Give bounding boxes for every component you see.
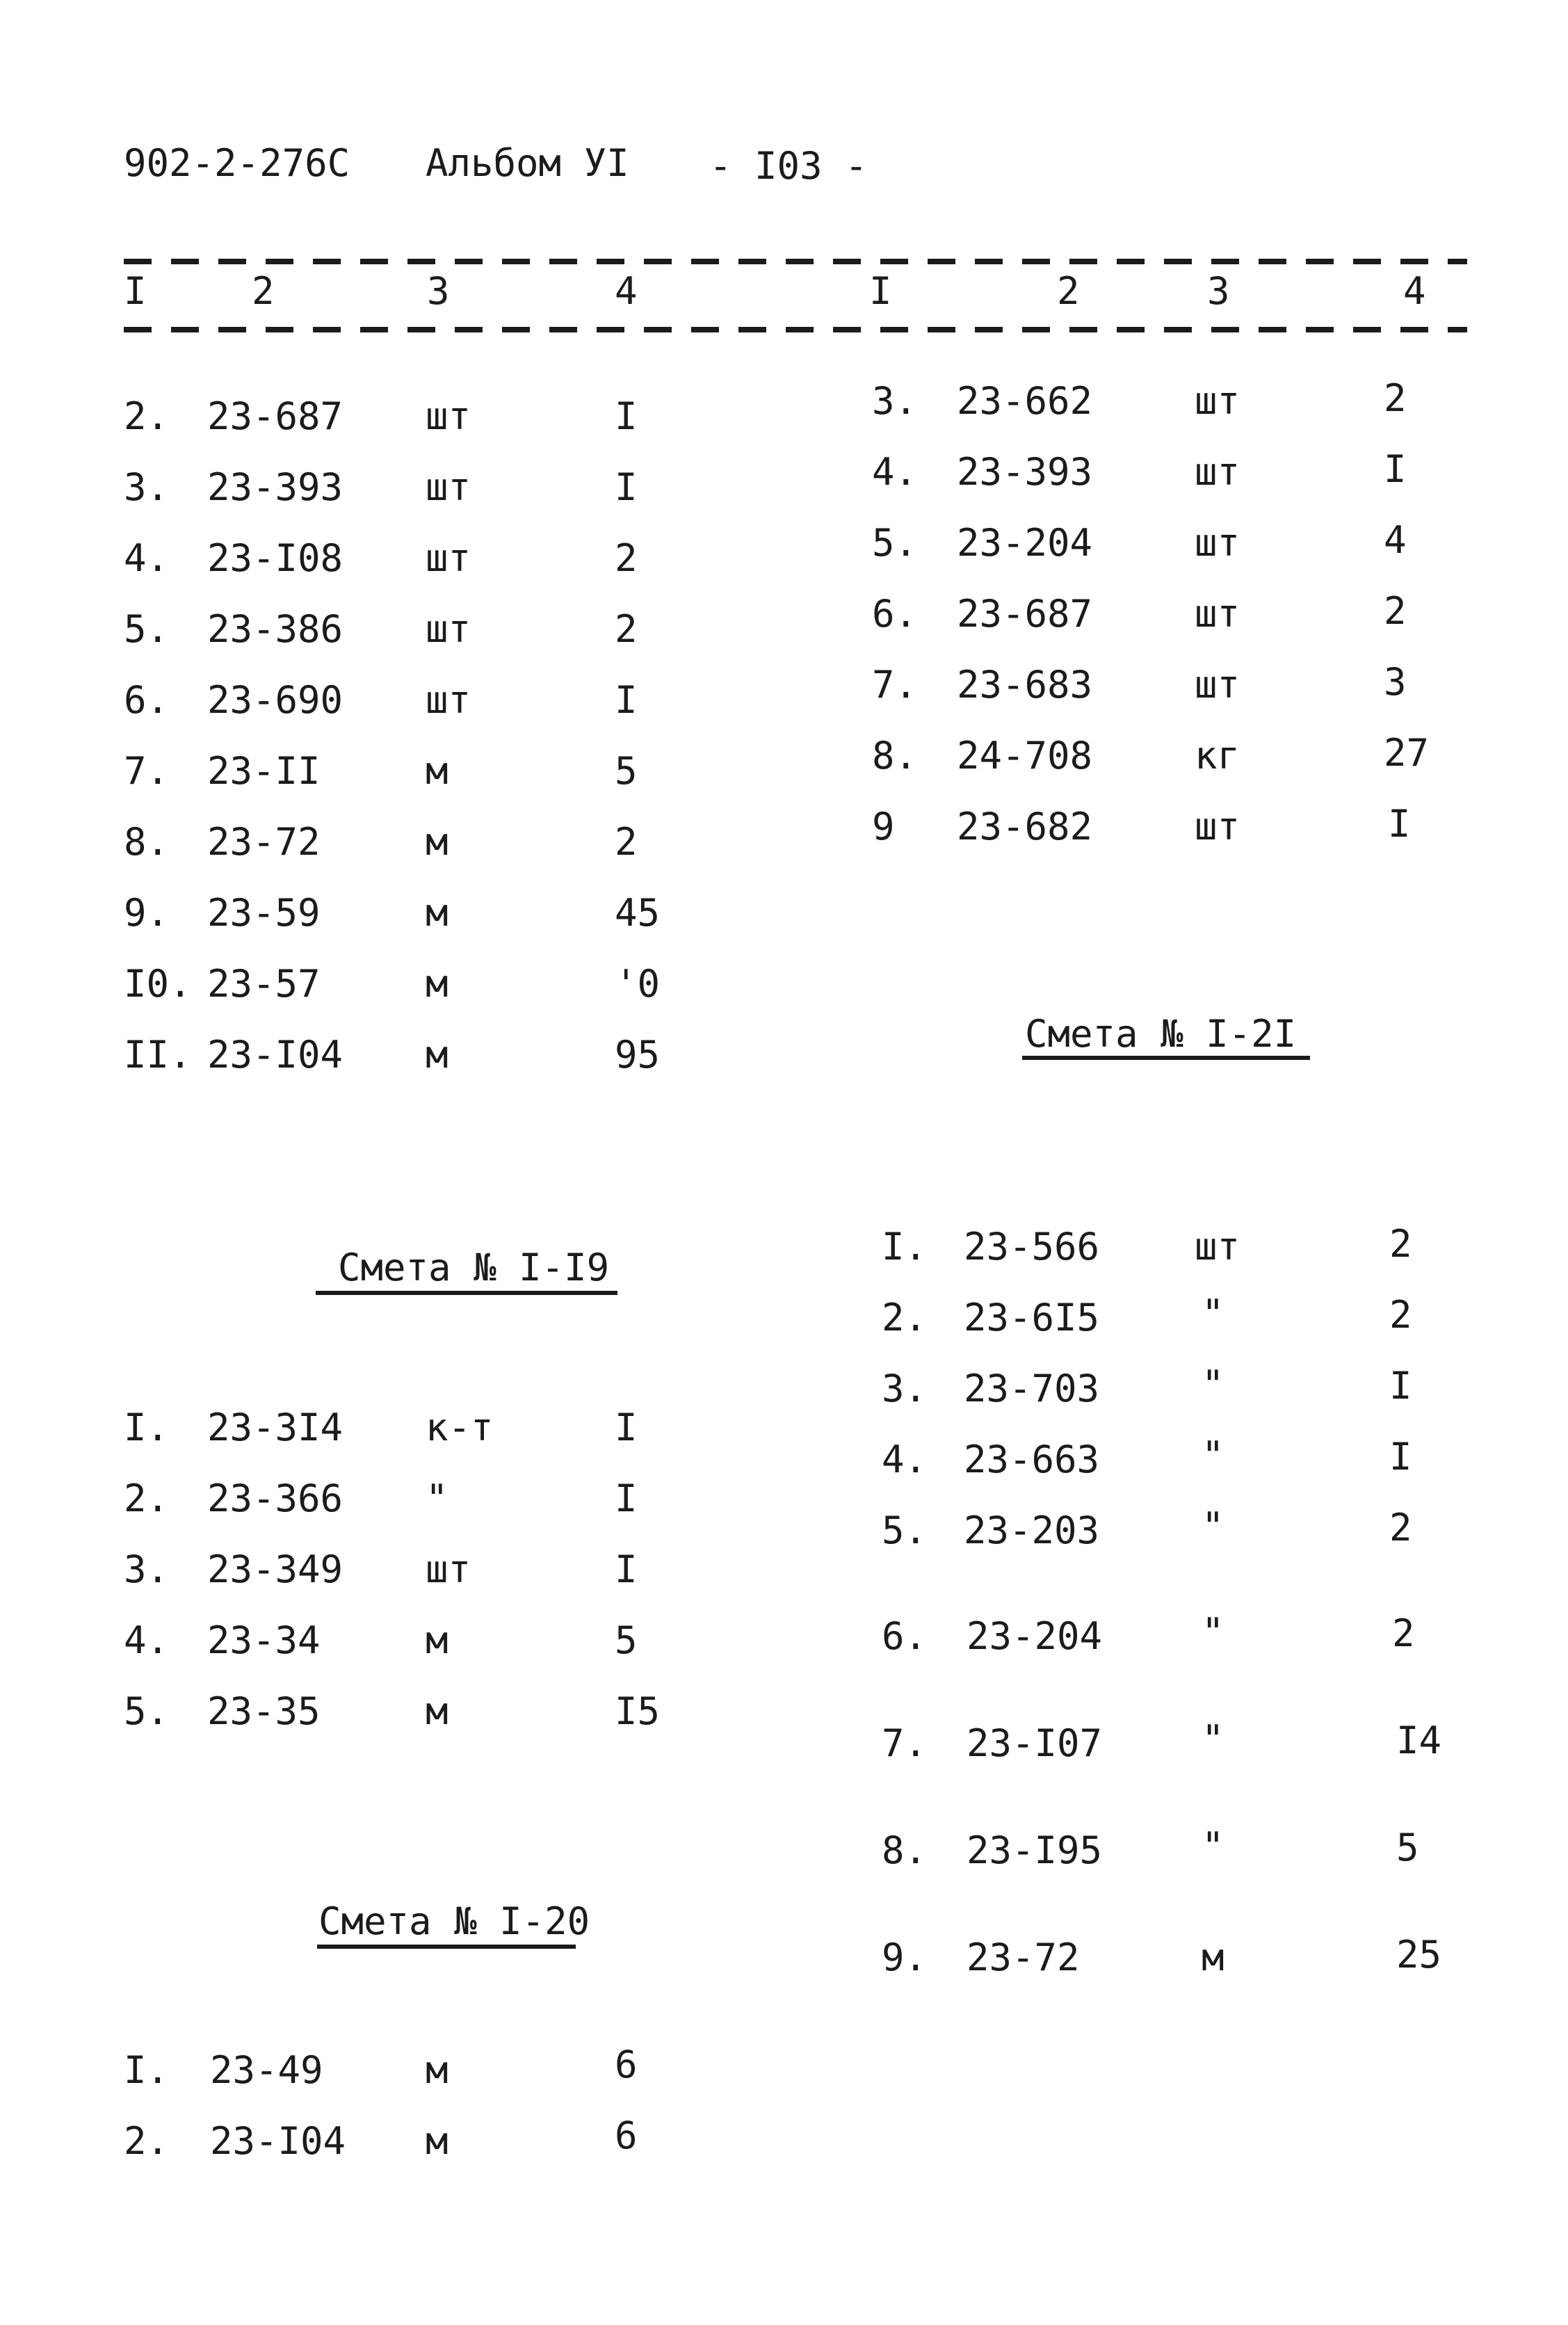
row-unit: " xyxy=(1202,1610,1225,1654)
document-code: 902-2-276С xyxy=(124,141,350,185)
column-header: 2 xyxy=(1057,269,1080,313)
row-quantity: 2 xyxy=(1389,1506,1412,1550)
row-code: 23-I04 xyxy=(207,1033,343,1077)
row-code: 23-566 xyxy=(964,1225,1100,1269)
row-code: 23-690 xyxy=(207,678,343,722)
row-quantity: I xyxy=(615,1406,638,1449)
section-title-smeta-1-21: Смета № I-2I xyxy=(1025,1012,1297,1056)
row-quantity: 5 xyxy=(1396,1826,1419,1869)
row-code: 23-II xyxy=(207,749,321,793)
row-unit: " xyxy=(1202,1362,1225,1406)
row-quantity: I4 xyxy=(1396,1719,1442,1762)
column-header: 4 xyxy=(1403,269,1426,313)
row-unit: " xyxy=(1202,1433,1225,1477)
row-quantity: 2 xyxy=(1384,589,1407,633)
row-quantity: I xyxy=(1388,802,1411,846)
row-number: 4. xyxy=(882,1438,928,1481)
row-quantity: 3 xyxy=(1384,660,1407,704)
row-unit: шт xyxy=(1195,805,1240,848)
row-number: 9. xyxy=(882,1936,928,1979)
row-number: 6. xyxy=(124,678,170,722)
section-title-underline xyxy=(317,1945,576,1949)
row-quantity: 6 xyxy=(615,2043,638,2086)
row-quantity: I xyxy=(1384,447,1407,491)
row-quantity: 2 xyxy=(615,607,638,651)
row-code: 23-I07 xyxy=(967,1721,1103,1765)
row-unit: шт xyxy=(426,536,471,580)
row-code: 23-386 xyxy=(207,607,343,651)
row-code: 23-6I5 xyxy=(964,1296,1100,1340)
row-unit: шт xyxy=(426,1547,471,1591)
row-number: 7. xyxy=(124,749,170,793)
row-code: 23-203 xyxy=(964,1509,1100,1552)
row-quantity: 27 xyxy=(1384,731,1430,775)
row-unit: м xyxy=(426,962,448,1006)
album-label: Альбом УI xyxy=(426,141,629,185)
row-unit: " xyxy=(1202,1292,1225,1335)
row-unit: м xyxy=(1202,1936,1225,1979)
row-unit: к-т xyxy=(426,1406,494,1449)
row-number: 2. xyxy=(124,1477,170,1520)
row-quantity: I xyxy=(615,465,638,509)
row-number: 2. xyxy=(124,2119,170,2163)
section-title-underline xyxy=(316,1291,617,1295)
row-unit: " xyxy=(1202,1504,1225,1548)
row-code: 23-204 xyxy=(967,1614,1103,1658)
row-unit: " xyxy=(426,1477,448,1520)
page-number: - I03 - xyxy=(709,144,868,188)
row-unit: шт xyxy=(426,678,471,722)
row-number: 2. xyxy=(124,394,170,438)
row-unit: шт xyxy=(426,465,471,509)
row-unit: шт xyxy=(426,607,471,651)
row-number: 9. xyxy=(124,891,170,935)
row-quantity: 2 xyxy=(1389,1222,1412,1266)
row-number: 7. xyxy=(872,663,918,707)
row-code: 23-662 xyxy=(957,379,1093,423)
row-unit: шт xyxy=(1195,521,1240,565)
section-title-smeta-1-19: Смета № I-I9 xyxy=(338,1246,610,1289)
row-unit: шт xyxy=(1195,592,1240,636)
row-quantity: I xyxy=(1389,1435,1412,1479)
row-unit: кг xyxy=(1195,734,1240,778)
row-code: 23-393 xyxy=(207,465,343,509)
header-rule-bottom xyxy=(124,327,1467,332)
row-number: II. xyxy=(124,1033,192,1077)
row-code: 23-72 xyxy=(967,1936,1080,1979)
row-number: 2. xyxy=(882,1296,928,1340)
row-code: 23-72 xyxy=(207,820,321,864)
row-code: 23-349 xyxy=(207,1547,343,1591)
row-quantity: 25 xyxy=(1396,1933,1442,1977)
column-header: 4 xyxy=(615,269,638,313)
row-number: 3. xyxy=(124,465,170,509)
row-quantity: I xyxy=(1389,1364,1412,1408)
row-quantity: 95 xyxy=(615,1033,661,1077)
row-quantity: I xyxy=(615,1477,638,1520)
row-unit: " xyxy=(1202,1717,1225,1761)
row-number: 3. xyxy=(872,379,918,423)
row-number: 8. xyxy=(882,1828,928,1872)
row-number: I. xyxy=(882,1225,928,1269)
row-number: 3. xyxy=(882,1367,928,1410)
column-header: 3 xyxy=(427,269,450,313)
row-quantity: 2 xyxy=(1389,1293,1412,1337)
row-quantity: 2 xyxy=(615,820,638,864)
section-title-smeta-1-20: Смета № I-20 xyxy=(318,1899,590,1943)
row-unit: м xyxy=(426,1618,448,1662)
row-number: 4. xyxy=(872,450,918,494)
row-number: 4. xyxy=(124,1618,170,1662)
row-number: 6. xyxy=(882,1614,928,1658)
row-quantity: 5 xyxy=(615,749,638,793)
row-code: 23-663 xyxy=(964,1438,1100,1481)
row-code: 23-59 xyxy=(207,891,321,935)
row-number: I. xyxy=(124,1406,170,1449)
row-unit: м xyxy=(426,891,448,935)
row-code: 23-57 xyxy=(207,962,321,1006)
row-code: 23-366 xyxy=(207,1477,343,1520)
row-number: 8. xyxy=(872,734,918,778)
row-quantity: I xyxy=(615,1547,638,1591)
column-header: 2 xyxy=(252,269,275,313)
row-quantity: 2 xyxy=(1384,376,1407,420)
row-number: 9 xyxy=(872,805,895,848)
row-unit: " xyxy=(1202,1824,1225,1868)
row-unit: м xyxy=(426,820,448,864)
row-number: I. xyxy=(124,2048,170,2092)
row-unit: м xyxy=(426,2048,448,2092)
header-rule-top xyxy=(124,259,1467,264)
row-code: 23-3I4 xyxy=(207,1406,343,1449)
row-number: 5. xyxy=(872,521,918,565)
row-code: 24-708 xyxy=(957,734,1093,778)
row-quantity: 6 xyxy=(615,2114,638,2157)
row-number: 7. xyxy=(882,1721,928,1765)
row-unit: шт xyxy=(1195,663,1240,707)
row-code: 23-393 xyxy=(957,450,1093,494)
row-number: 5. xyxy=(882,1509,928,1552)
row-unit: шт xyxy=(1195,450,1240,494)
row-unit: м xyxy=(426,2119,448,2163)
row-unit: м xyxy=(426,1689,448,1733)
row-quantity: 5 xyxy=(615,1618,638,1662)
row-code: 23-49 xyxy=(210,2048,323,2092)
row-quantity: 2 xyxy=(615,536,638,580)
row-code: 23-I04 xyxy=(210,2119,346,2163)
row-unit: м xyxy=(426,1033,448,1077)
section-title-underline xyxy=(1022,1056,1310,1060)
row-number: 3. xyxy=(124,1547,170,1591)
row-quantity: I5 xyxy=(615,1689,661,1733)
row-code: 23-703 xyxy=(964,1367,1100,1410)
row-code: 23-204 xyxy=(957,521,1093,565)
row-number: 4. xyxy=(124,536,170,580)
row-quantity: 45 xyxy=(615,891,661,935)
row-unit: шт xyxy=(426,394,471,438)
row-quantity: '0 xyxy=(615,962,661,1006)
row-quantity: I xyxy=(615,678,638,722)
row-unit: шт xyxy=(1195,1225,1240,1269)
row-code: 23-I95 xyxy=(967,1828,1103,1872)
column-header: I xyxy=(124,269,147,313)
row-code: 23-35 xyxy=(207,1689,321,1733)
row-number: 5. xyxy=(124,1689,170,1733)
row-code: 23-682 xyxy=(957,805,1093,848)
row-quantity: I xyxy=(615,394,638,438)
row-number: 8. xyxy=(124,820,170,864)
row-quantity: 2 xyxy=(1392,1611,1415,1655)
row-number: 5. xyxy=(124,607,170,651)
row-quantity: 4 xyxy=(1384,518,1407,562)
row-code: 23-34 xyxy=(207,1618,321,1662)
row-code: 23-683 xyxy=(957,663,1093,707)
row-code: 23-687 xyxy=(207,394,343,438)
row-code: 23-687 xyxy=(957,592,1093,636)
column-header: 3 xyxy=(1207,269,1230,313)
row-unit: шт xyxy=(1195,379,1240,423)
row-number: 6. xyxy=(872,592,918,636)
row-code: 23-I08 xyxy=(207,536,343,580)
row-number: I0. xyxy=(124,962,192,1006)
column-header: I xyxy=(869,269,892,313)
row-unit: м xyxy=(426,749,448,793)
